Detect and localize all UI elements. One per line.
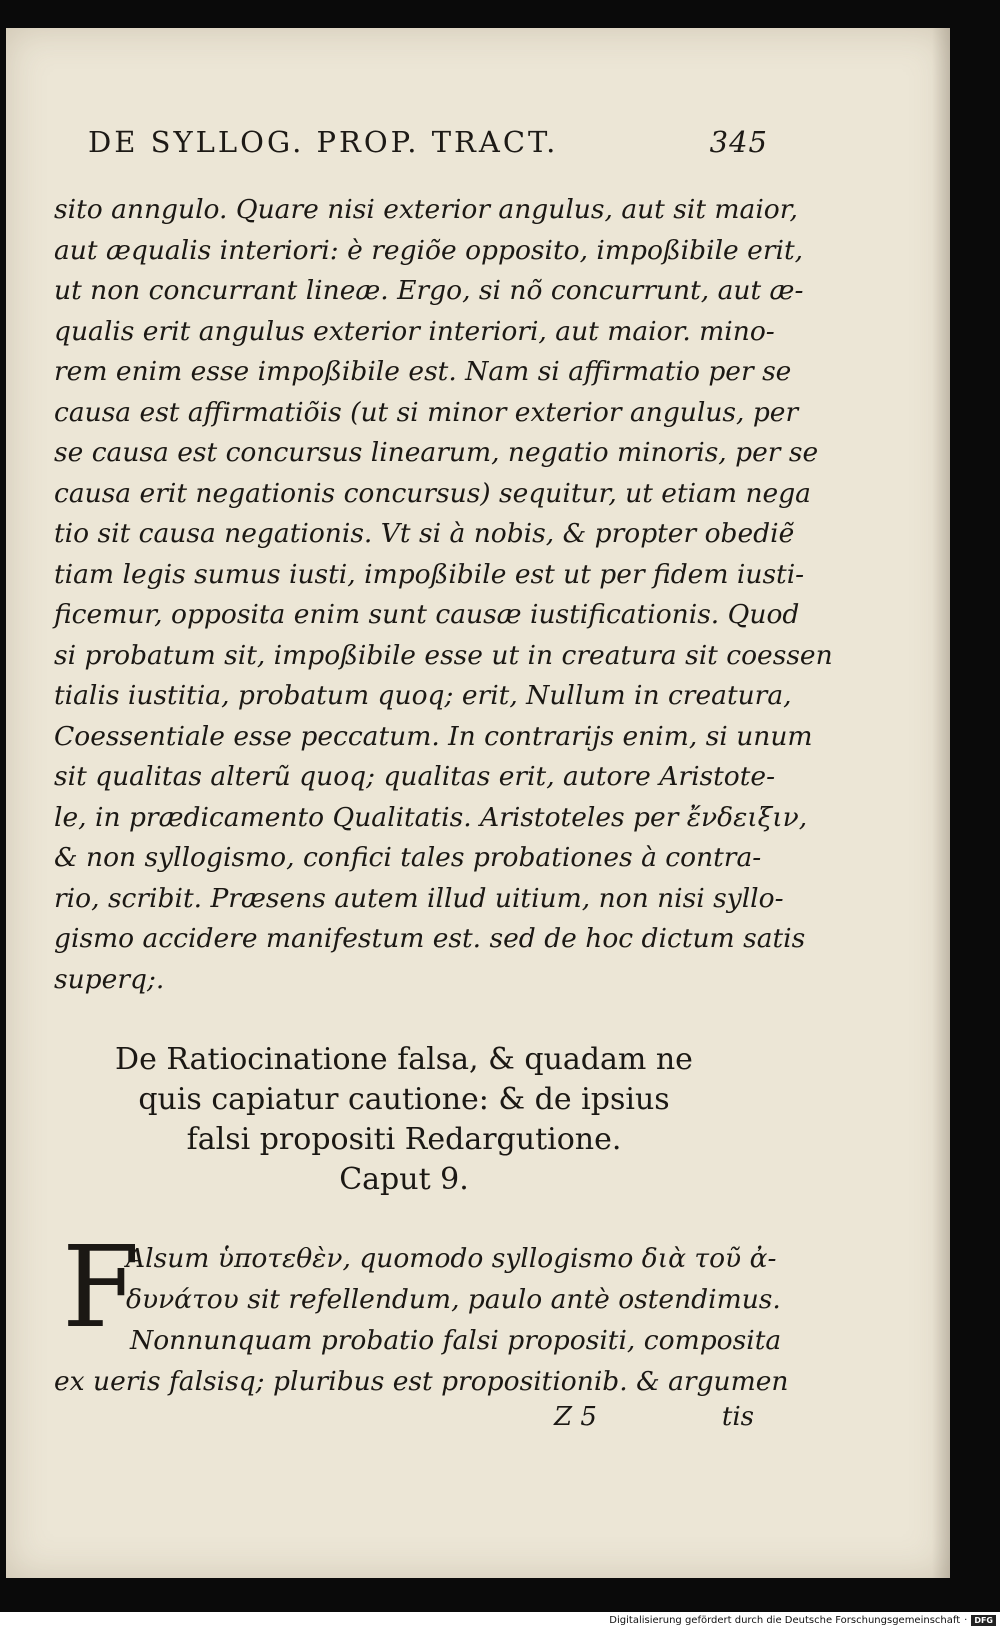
body-line: ficemur, opposita enim sunt causæ iustificationis. Quod [54, 599, 800, 630]
chapter-heading-line: falsi propositi Redargutione. [186, 1122, 622, 1157]
body-line: δυνάτου sit refellendum, paulo antè ostendimus. [126, 1284, 781, 1315]
body-line: tiam legis sumus iusti, impoßibile est ut per fidem iusti- [54, 558, 805, 590]
body-line: se causa est concursus linearum, negatio minoris, per se [54, 437, 819, 468]
signature-mark: Z 5 [554, 1402, 597, 1432]
body-line: gismo accidere manifestum est. sed de hoc dictum satis [54, 923, 806, 954]
body-line: tialis iustitia, probatum quoq; erit, Nullum in creatura, [54, 680, 792, 711]
body-line: le, in prædicamento Qualitatis. Aristoteles per ἔνδειξιν, [54, 801, 808, 833]
body-line: causa erit negationis concursus) sequitur, ut etiam nega [54, 477, 811, 509]
body-line: Coessentiale esse peccatum. In contrarijs enim, si unum [54, 720, 813, 752]
body-line: Nonnunquam probatio falsi propositi, composita [130, 1325, 782, 1356]
drop-initial: F [62, 1223, 140, 1353]
footer-text: Digitalisierung gefördert durch die Deutsche Forschungsgemeinschaft [609, 1614, 961, 1626]
body-line: rio, scribit. Præsens autem illud uitium, non nisi syllo- [54, 882, 784, 914]
body-line: sito anngulo. Quare nisi exterior angulus, aut sit maior, [54, 194, 798, 225]
running-head-title: DE SYLLOG. PROP. TRACT. [88, 125, 559, 159]
digitization-footer: Digitalisierung gefördert durch die Deutsche Forschungsgemeinschaft · DFG [0, 1612, 1000, 1628]
opening-paragraph [54, 1238, 789, 1402]
body-line: sit qualitas alterũ quoq; qualitas erit, autore Aristote- [54, 761, 776, 792]
page-number: 345 [709, 125, 768, 159]
body-line: qualis erit angulus exterior interiori, aut maior. mino- [54, 315, 775, 347]
body-line: tio sit causa negationis. Vt si à nobis, & propter obediẽ [54, 518, 795, 549]
body-line: si probatum sit, impoßibile esse ut in creatura sit coessen [54, 639, 833, 671]
body-line: ex ueris falsisq; pluribus est propositionib. & argumen [54, 1366, 789, 1397]
chapter-heading-line: De Ratiocinatione falsa, & quadam ne [115, 1042, 693, 1077]
body-line: rem enim esse impoßibile est. Nam si affirmatio per se [54, 356, 792, 387]
catchline [54, 1402, 754, 1442]
body-line: aut æqualis interiori: è regiõe opposito, impoßibile erit, [54, 234, 804, 266]
body-line: Alsum ὑποτεθὲν, quomodo syllogismo διὰ τοῦ ἀ- [126, 1243, 777, 1274]
body-line: & non syllogismo, confici tales probationes à contra- [54, 842, 762, 873]
chapter-heading-line: quis capiatur cautione: & de ipsius [138, 1082, 670, 1117]
running-head [88, 122, 768, 162]
catchword: tis [721, 1402, 754, 1432]
dfg-logo-icon: DFG [971, 1615, 996, 1626]
body-text [54, 190, 833, 1000]
chapter-heading [54, 1040, 754, 1200]
body-line: causa est affirmatiõis (ut si minor exterior angulus, per [54, 396, 799, 428]
body-line: superq;. [54, 963, 165, 995]
chapter-number: Caput 9. [339, 1162, 469, 1197]
body-line: ut non concurrant lineæ. Ergo, si nõ concurrunt, aut æ- [54, 275, 804, 306]
